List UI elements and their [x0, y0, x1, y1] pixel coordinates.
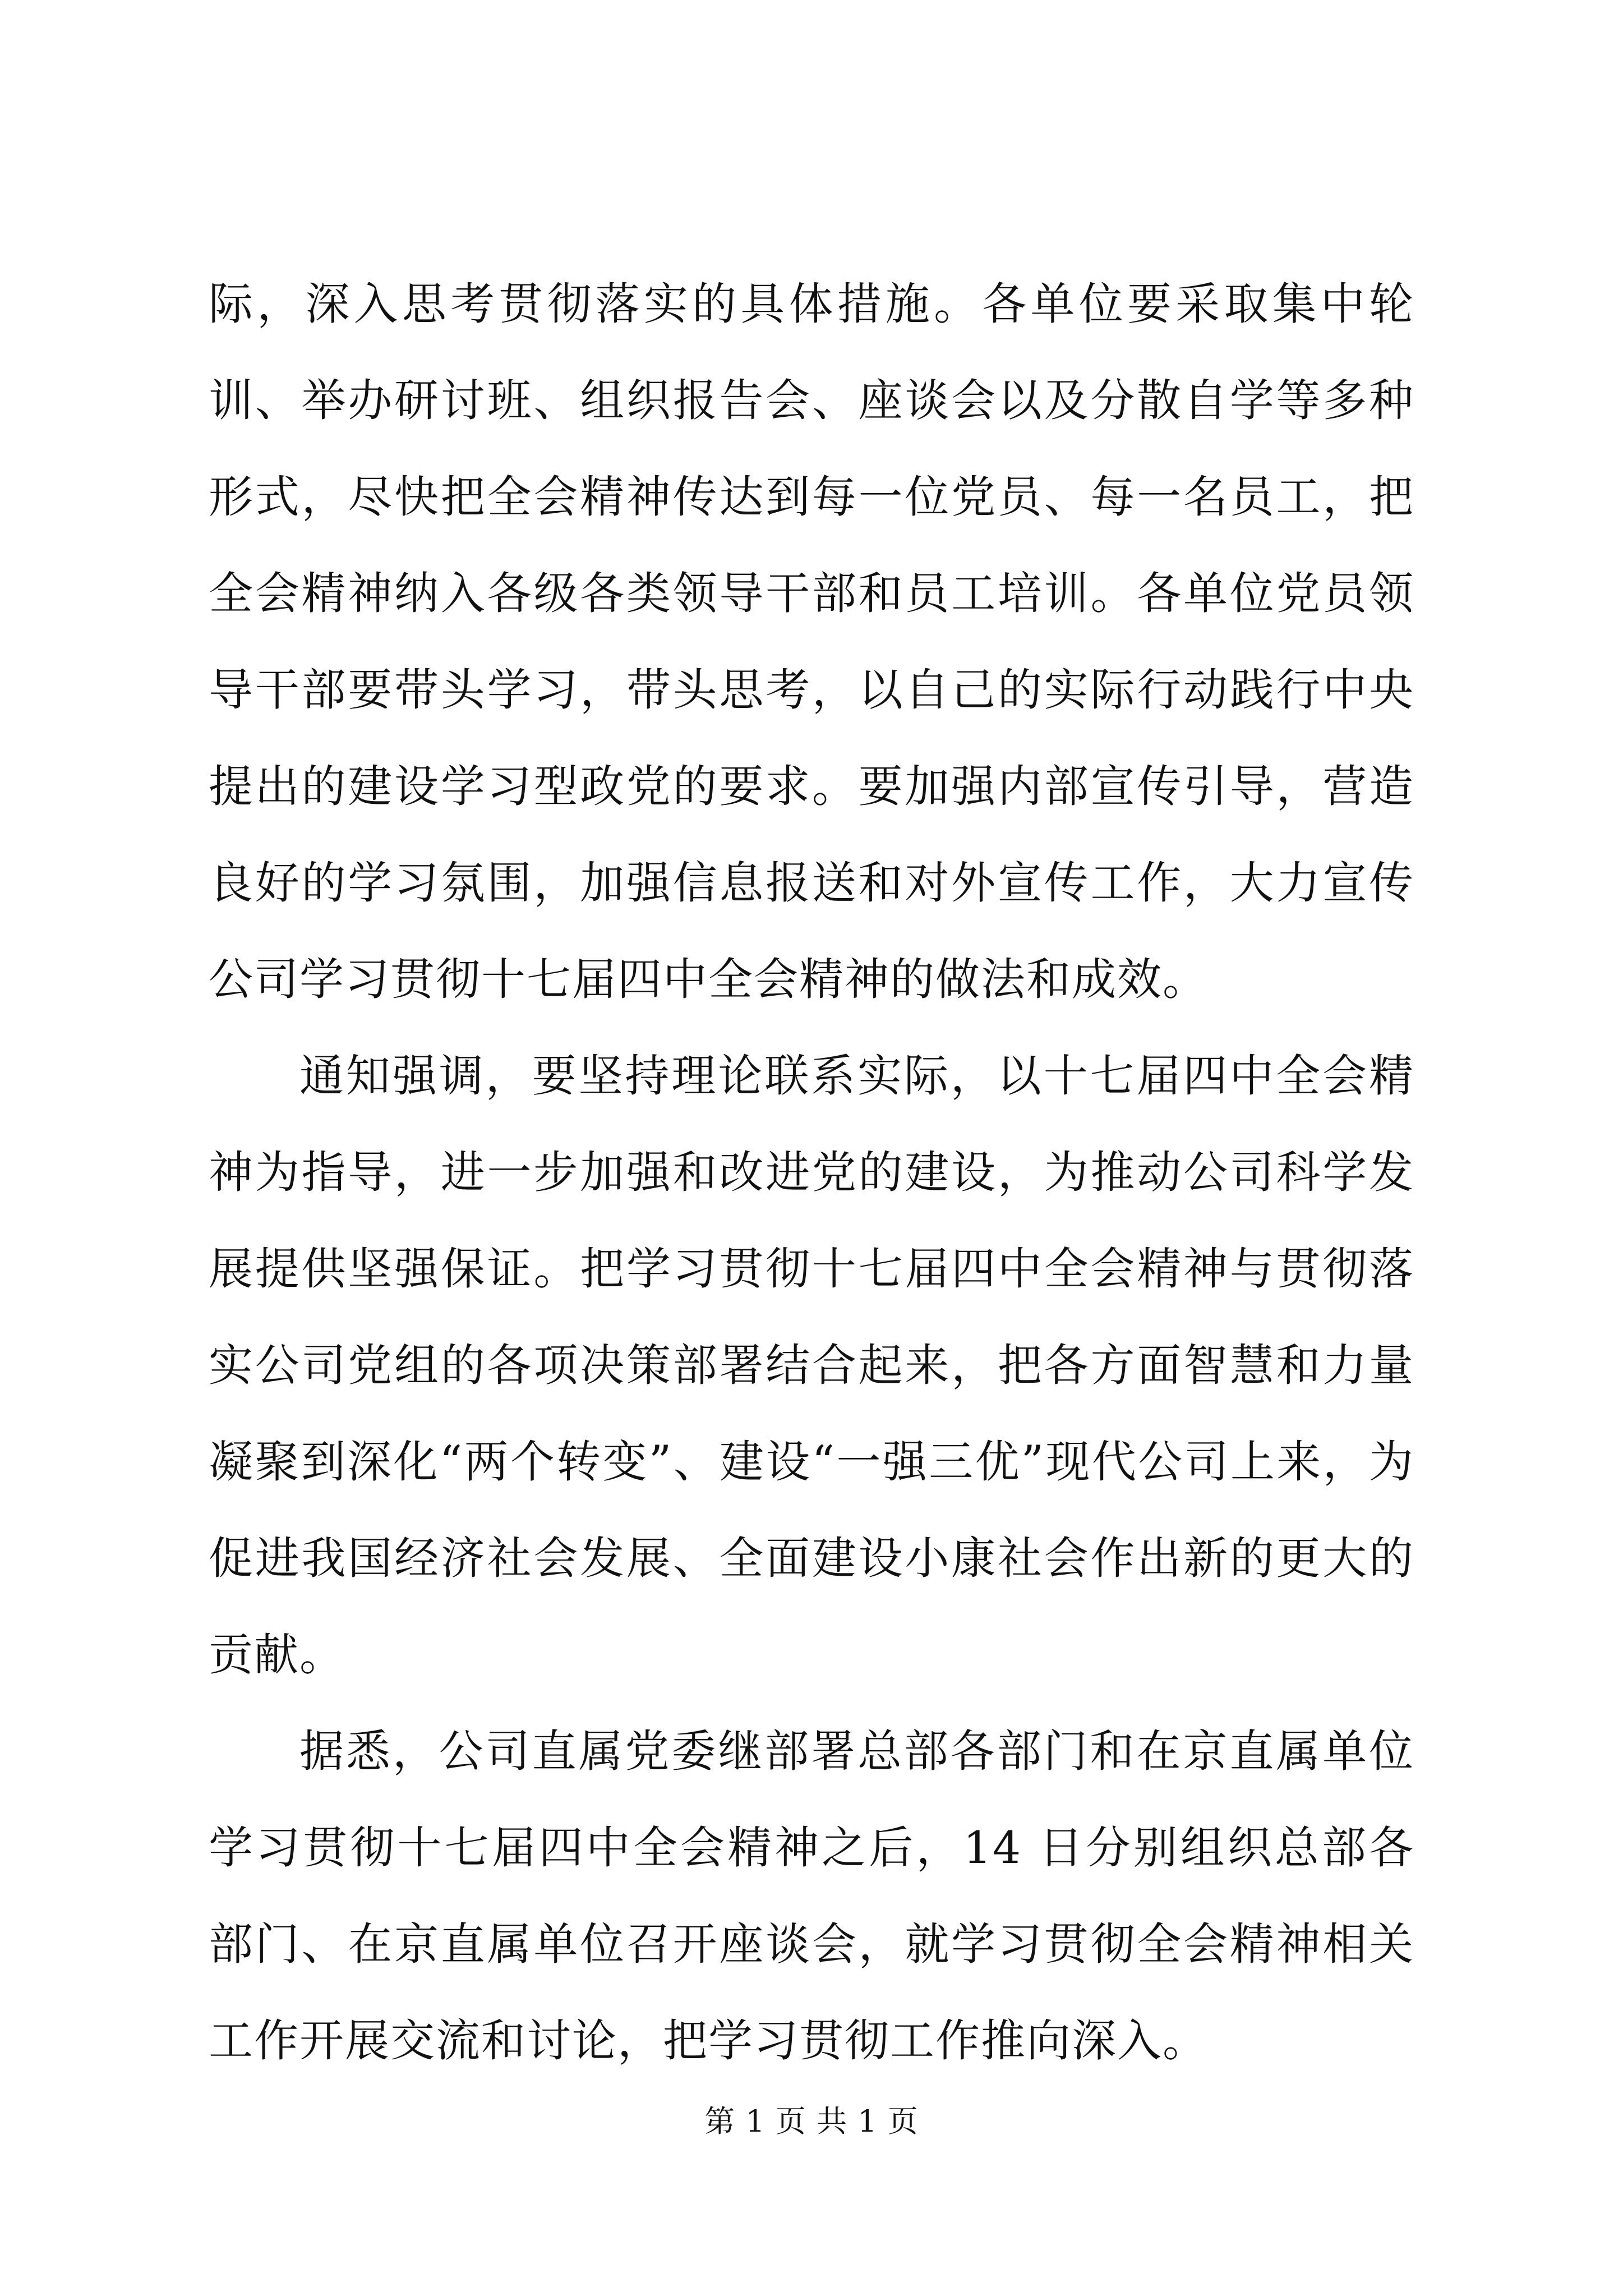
- page-footer: 第 1 页 共 1 页: [704, 2104, 919, 2139]
- paragraph-notice-emphasis: 通知强调，要坚持理论联系实际，以十七届四中全会精神为指导，进一步加强和改进党的建设，为推动公司科学发展提供坚强保证。把学习贯彻十七届四中全会精神与贯彻落实公司党组的各项决策部署结合起来，把各方面智慧和力量凝聚到深化“两个转变”、建设“一强三优”现代公司上来，为促进我国经济社会发展、全面建设小康社会作出新的更大的贡献。: [209, 1050, 1414, 1681]
- paragraph-reported-news: 据悉，公司直属党委继部署总部各部门和在京直属单位学习贯彻十七届四中全会精神之后，14 日分别组织总部各部门、在京直属单位召开座谈会，就学习贯彻全会精神相关工作开展交流和讨论，把学习贯彻工作推向深入。: [209, 1726, 1414, 2067]
- paragraph-continuation: 际，深入思考贯彻落实的具体措施。各单位要采取集中轮训、举办研讨班、组织报告会、座谈会以及分散自学等多种形式，尽快把全会精神传达到每一位党员、每一名员工，把全会精神纳入各级各类领导干部和员工培训。各单位党员领导干部要带头学习，带头思考，以自己的实际行动践行中央提出的建设学习型政党的要求。要加强内部宣传引导，营造良好的学习氛围，加强信息报送和对外宣传工作，大力宣传公司学习贯彻十七届四中全会精神的做法和成效。: [209, 278, 1414, 1005]
- document-body: [209, 256, 1414, 2089]
